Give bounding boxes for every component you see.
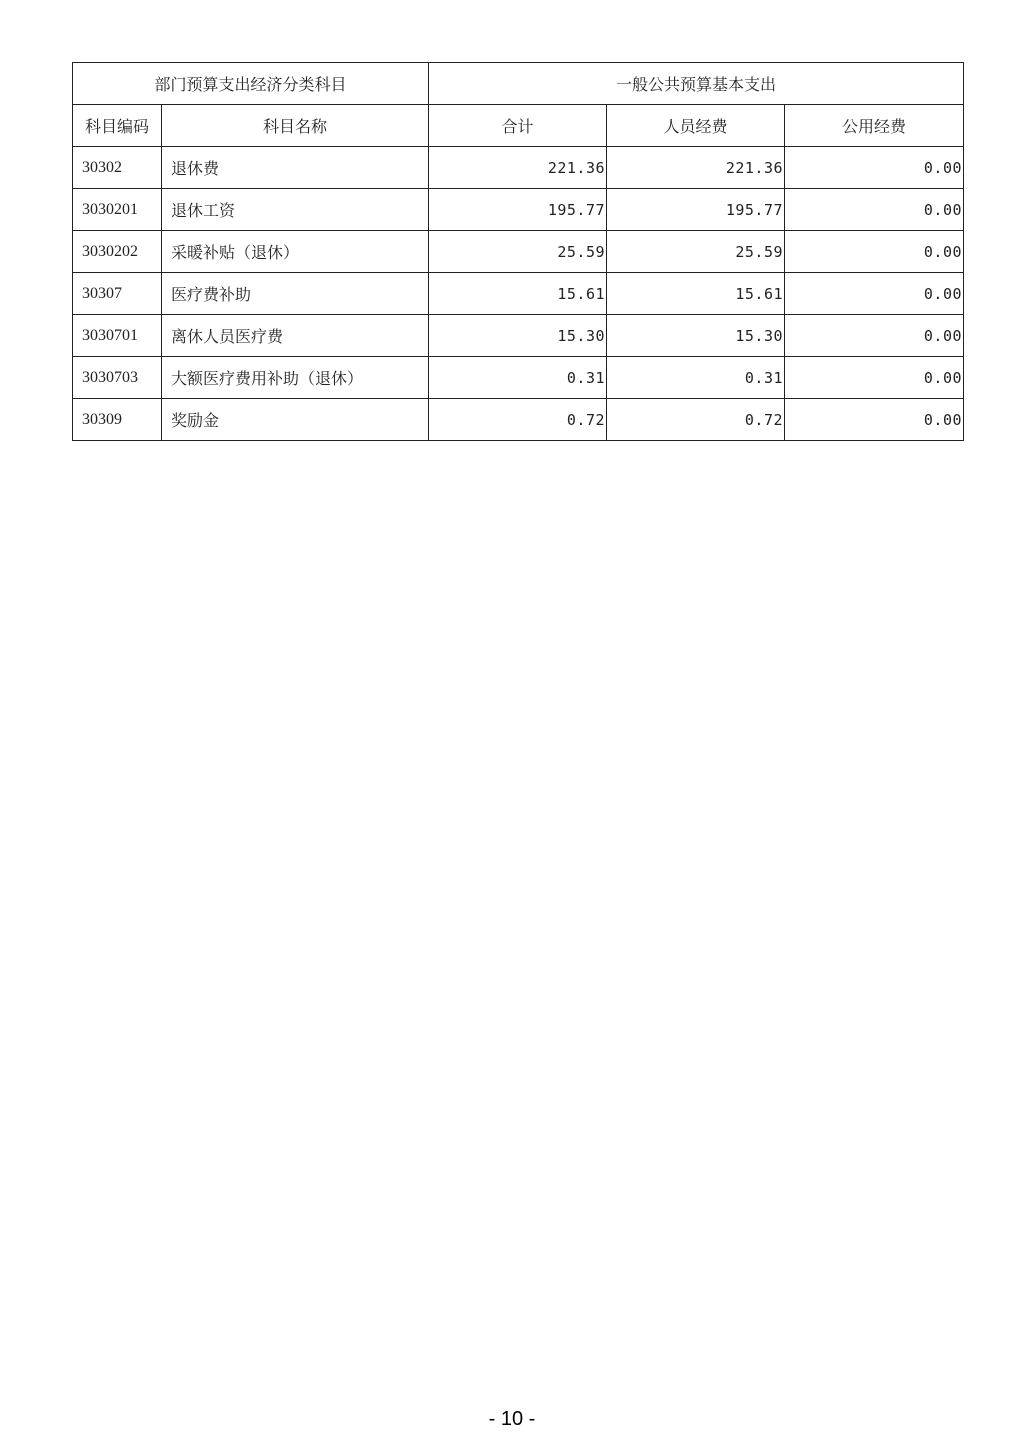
row-name: 采暖补贴（退休） [162, 231, 429, 273]
row-code: 30307 [73, 273, 162, 315]
table-row [73, 357, 964, 399]
row-code: 3030201 [73, 189, 162, 231]
row-name: 大额医疗费用补助（退休） [162, 357, 429, 399]
table-row [73, 273, 964, 315]
column-header-total: 合计 [429, 105, 607, 147]
row-public: 0.00 [785, 147, 964, 189]
row-personnel: 0.31 [607, 357, 785, 399]
row-public: 0.00 [785, 273, 964, 315]
row-code: 3030202 [73, 231, 162, 273]
column-header-row [73, 105, 964, 147]
row-name: 奖励金 [162, 399, 429, 441]
row-total: 15.61 [429, 273, 607, 315]
row-name: 退休工资 [162, 189, 429, 231]
row-code: 30309 [73, 399, 162, 441]
row-total: 0.72 [429, 399, 607, 441]
group-header-economic-classification: 部门预算支出经济分类科目 [73, 63, 429, 105]
row-name: 退休费 [162, 147, 429, 189]
group-header-row [73, 63, 964, 105]
budget-expenditure-table [72, 62, 964, 441]
row-code: 30302 [73, 147, 162, 189]
row-code: 3030701 [73, 315, 162, 357]
row-code: 3030703 [73, 357, 162, 399]
row-name: 离休人员医疗费 [162, 315, 429, 357]
row-personnel: 15.61 [607, 273, 785, 315]
row-total: 0.31 [429, 357, 607, 399]
group-header-basic-expenditure: 一般公共预算基本支出 [429, 63, 964, 105]
row-public: 0.00 [785, 399, 964, 441]
column-header-public: 公用经费 [785, 105, 964, 147]
row-total: 195.77 [429, 189, 607, 231]
column-header-personnel: 人员经费 [607, 105, 785, 147]
row-public: 0.00 [785, 189, 964, 231]
row-personnel: 25.59 [607, 231, 785, 273]
row-name: 医疗费补助 [162, 273, 429, 315]
column-header-name: 科目名称 [162, 105, 429, 147]
row-public: 0.00 [785, 315, 964, 357]
table-row [73, 315, 964, 357]
row-total: 221.36 [429, 147, 607, 189]
row-public: 0.00 [785, 357, 964, 399]
page-number: - 10 - [488, 1408, 536, 1430]
row-public: 0.00 [785, 231, 964, 273]
table-row [73, 231, 964, 273]
table-row [73, 147, 964, 189]
table-row [73, 399, 964, 441]
column-header-code: 科目编码 [73, 105, 162, 147]
row-total: 25.59 [429, 231, 607, 273]
row-personnel: 195.77 [607, 189, 785, 231]
row-total: 15.30 [429, 315, 607, 357]
row-personnel: 221.36 [607, 147, 785, 189]
table-row [73, 189, 964, 231]
row-personnel: 15.30 [607, 315, 785, 357]
row-personnel: 0.72 [607, 399, 785, 441]
